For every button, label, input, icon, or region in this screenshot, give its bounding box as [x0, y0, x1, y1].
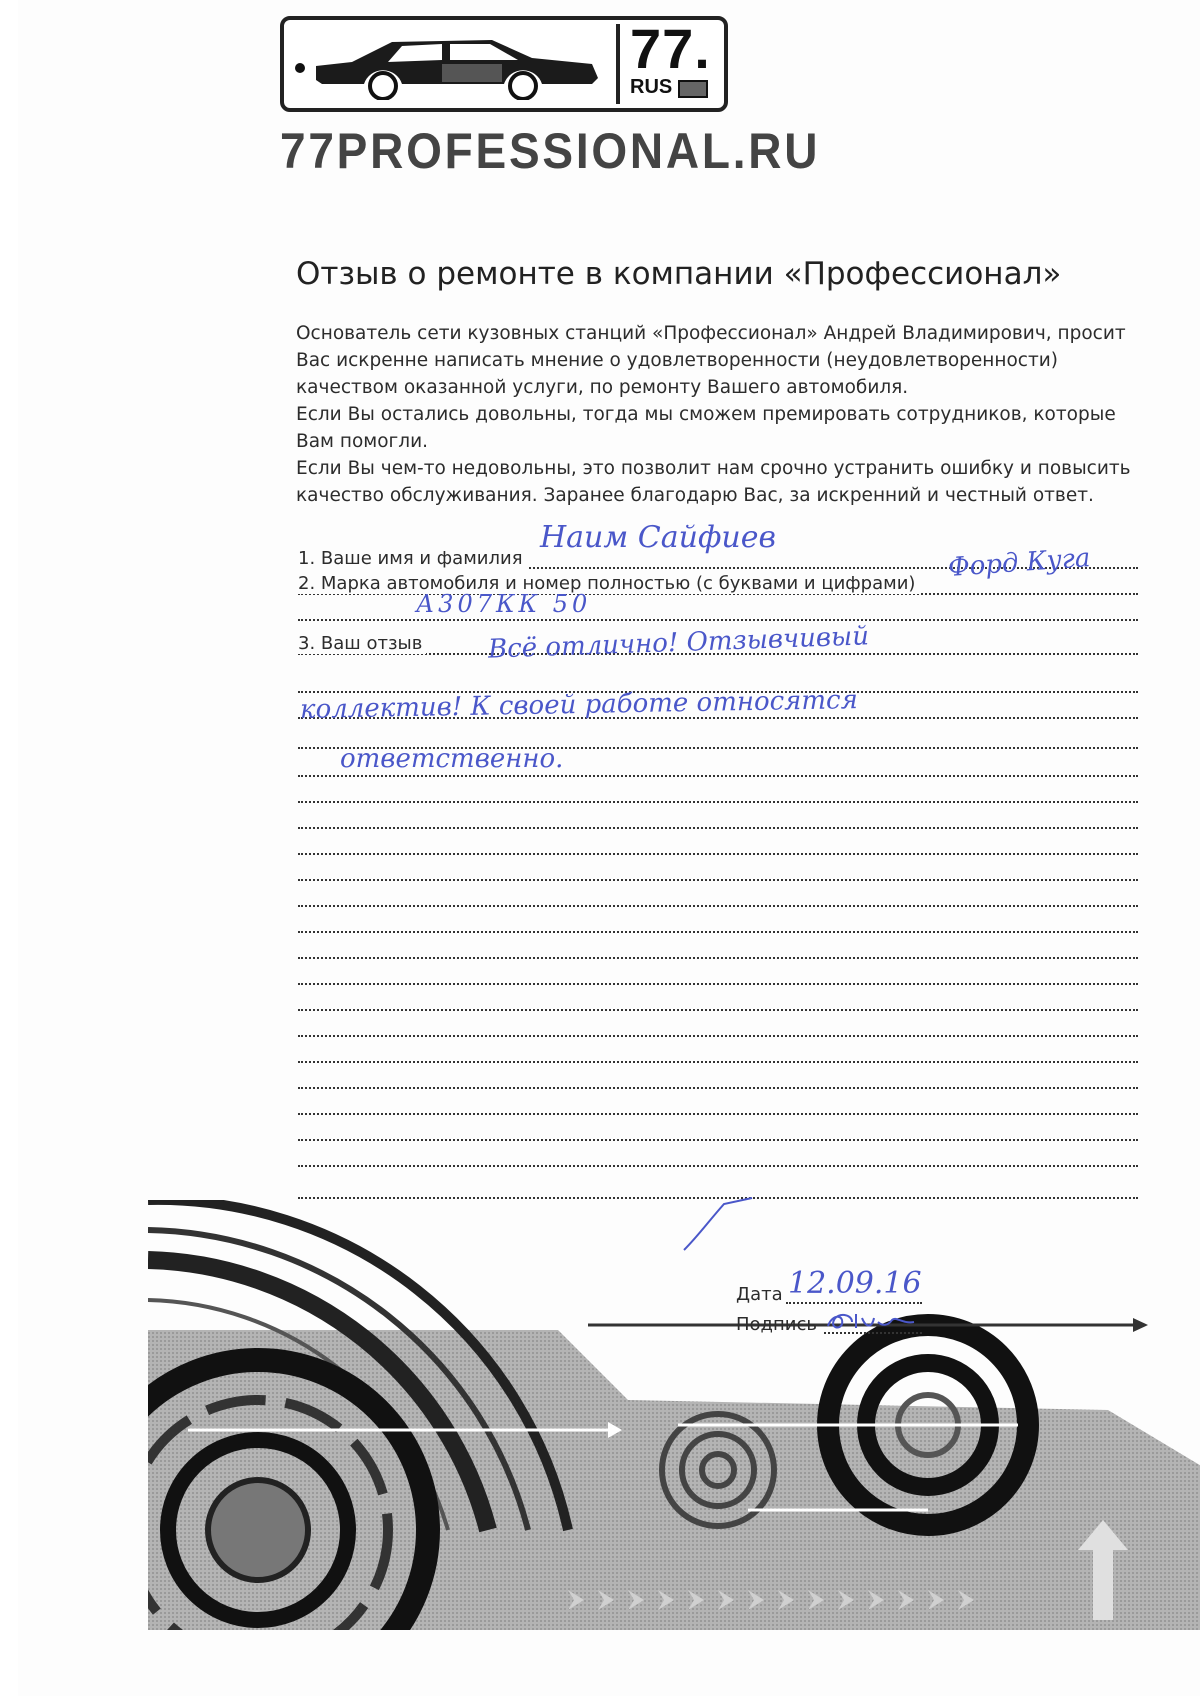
intro-line: Вас искренне написать мнение о удовлетворенности (неудовлетворенности): [296, 350, 1058, 371]
answer-line[interactable]: [298, 826, 1138, 829]
answer-name: Наим Сайфиев: [540, 520, 776, 555]
answer-line[interactable]: [298, 800, 1138, 803]
answer-car-model: Форд Куга: [947, 543, 1092, 583]
intro-line: Основатель сети кузовных станций «Профессионал» Андрей Владимирович, просит: [296, 323, 1126, 344]
site-logo-text: 77PROFESSIONAL.RU: [280, 123, 821, 179]
answer-line[interactable]: [298, 1112, 1138, 1115]
question-name: 1. Ваше имя и фамилия: [298, 548, 527, 569]
question-review: 3. Ваш отзыв: [298, 633, 426, 654]
question-car: 2. Марка автомобиля и номер полностью (с буквами и цифрами): [298, 573, 919, 594]
answer-line[interactable]: [298, 878, 1138, 881]
intro-line: Если Вы чем-то недовольны, это позволит нам срочно устранить ошибку и повысить: [296, 458, 1131, 479]
answer-line[interactable]: [298, 956, 1138, 959]
intro-text: [296, 320, 1156, 509]
answer-line[interactable]: [298, 1008, 1138, 1011]
car-icon: [292, 28, 612, 100]
answer-line[interactable]: [298, 852, 1138, 855]
answer-line[interactable]: [298, 774, 1138, 777]
form-title: Отзыв о ремонте в компании «Профессионал»: [296, 256, 1062, 292]
region-number: 77.: [630, 17, 711, 80]
review-line-1: Всё отлично! Отзывчивый: [487, 621, 870, 665]
region-code: RUS: [630, 76, 673, 98]
date-line[interactable]: [786, 1302, 922, 1304]
review-line-2: коллектив! К своей работе относятся: [299, 685, 859, 725]
answer-line[interactable]: [298, 618, 1138, 621]
answer-line[interactable]: [298, 930, 1138, 933]
answer-line[interactable]: [298, 1034, 1138, 1037]
answer-line[interactable]: [298, 1164, 1138, 1167]
answer-line[interactable]: [298, 982, 1138, 985]
form-sheet: [18, 0, 1200, 1696]
review-line-3: ответственно.: [340, 744, 564, 774]
signature-mark: [822, 1308, 922, 1334]
intro-line: Если Вы остались довольны, тогда мы сможем премировать сотрудников, которые: [296, 404, 1116, 425]
answer-line[interactable]: [298, 904, 1138, 907]
answer-plate: А307КК 50: [416, 590, 592, 618]
decorative-tech-band: [148, 1200, 1200, 1630]
flag-icon: [678, 80, 708, 98]
intro-line: качеством оказанной услуги, по ремонту Вашего автомобиля.: [296, 377, 909, 398]
answer-line[interactable]: [298, 1086, 1138, 1089]
license-plate-logo: [280, 16, 728, 112]
answer-line[interactable]: [298, 1060, 1138, 1063]
answer-line[interactable]: [298, 1138, 1138, 1141]
plate-divider: [616, 24, 620, 104]
intro-line: качество обслуживания. Заранее благодарю Вас, за искренний и честный ответ.: [296, 485, 1094, 506]
intro-line: Вам помогли.: [296, 431, 429, 452]
date-label: Дата: [736, 1284, 783, 1305]
pen-stroke-mark: [678, 1196, 758, 1256]
date-value: 12.09.16: [788, 1266, 922, 1301]
signature-label: Подпись: [736, 1314, 817, 1335]
